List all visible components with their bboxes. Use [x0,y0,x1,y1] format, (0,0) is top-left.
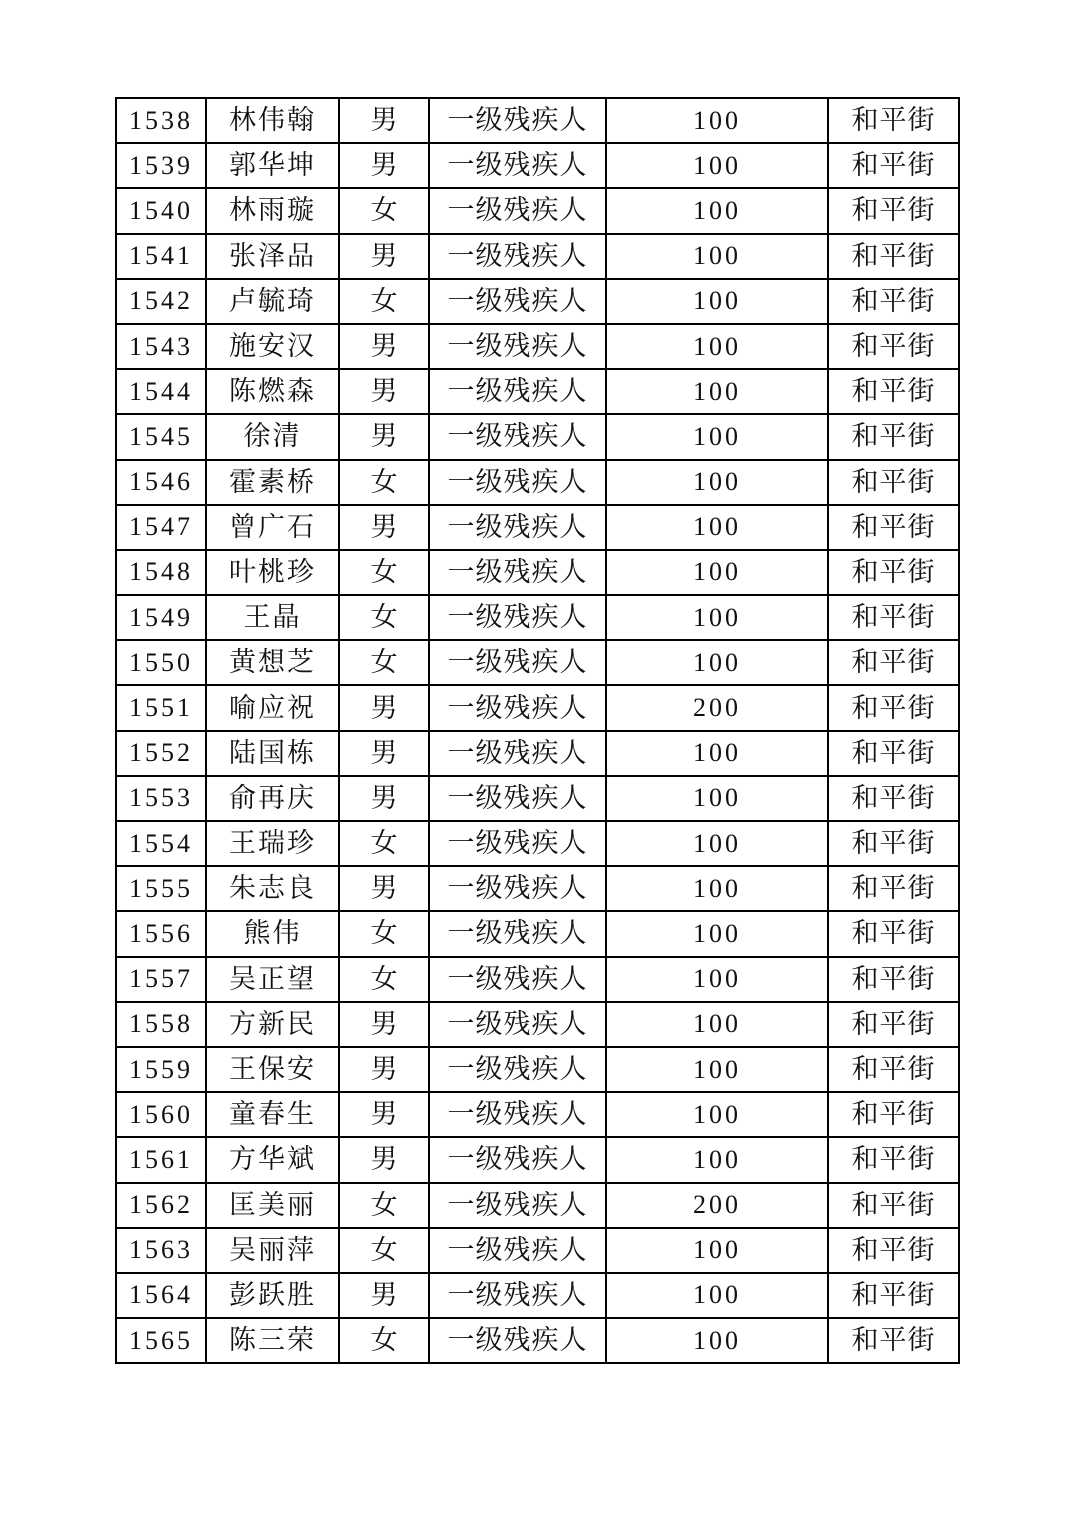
row-area: 和平街 [828,550,959,595]
row-name: 陈三荣 [206,1318,339,1363]
row-category: 一级残疾人 [429,188,606,233]
row-amount: 100 [606,1137,828,1182]
row-number: 1564 [116,1273,206,1318]
row-amount: 100 [606,821,828,866]
row-amount: 100 [606,369,828,414]
row-gender: 男 [339,98,429,143]
row-gender: 男 [339,1137,429,1182]
row-gender: 女 [339,279,429,324]
table-row [116,1183,959,1228]
table-row [116,1137,959,1182]
row-name: 童春生 [206,1092,339,1137]
row-amount: 100 [606,911,828,956]
row-number: 1561 [116,1137,206,1182]
row-gender: 女 [339,595,429,640]
row-area: 和平街 [828,414,959,459]
row-number: 1553 [116,776,206,821]
table-row [116,640,959,685]
row-category: 一级残疾人 [429,550,606,595]
table-row [116,98,959,143]
row-number: 1558 [116,1002,206,1047]
table-row [116,1228,959,1273]
row-area: 和平街 [828,188,959,233]
row-amount: 100 [606,279,828,324]
row-category: 一级残疾人 [429,369,606,414]
row-amount: 100 [606,1228,828,1273]
row-name: 吴丽萍 [206,1228,339,1273]
row-gender: 女 [339,188,429,233]
row-category: 一级残疾人 [429,1047,606,1092]
row-gender: 女 [339,821,429,866]
table-row [116,957,959,1002]
row-amount: 100 [606,776,828,821]
row-area: 和平街 [828,1002,959,1047]
row-number: 1549 [116,595,206,640]
row-area: 和平街 [828,98,959,143]
row-number: 1559 [116,1047,206,1092]
row-amount: 100 [606,324,828,369]
row-gender: 男 [339,1092,429,1137]
row-area: 和平街 [828,685,959,730]
row-name: 方华斌 [206,1137,339,1182]
row-name: 陆国栋 [206,731,339,776]
row-amount: 100 [606,595,828,640]
row-number: 1562 [116,1183,206,1228]
row-name: 郭华坤 [206,143,339,188]
row-number: 1538 [116,98,206,143]
row-gender: 男 [339,234,429,279]
row-category: 一级残疾人 [429,324,606,369]
table-row [116,731,959,776]
row-name: 叶桃珍 [206,550,339,595]
row-gender: 男 [339,324,429,369]
table-row [116,595,959,640]
row-category: 一级残疾人 [429,731,606,776]
row-number: 1555 [116,866,206,911]
row-name: 彭跃胜 [206,1273,339,1318]
row-area: 和平街 [828,821,959,866]
row-amount: 100 [606,1047,828,1092]
row-name: 熊伟 [206,911,339,956]
row-number: 1551 [116,685,206,730]
table-row [116,369,959,414]
row-number: 1542 [116,279,206,324]
row-area: 和平街 [828,1137,959,1182]
row-gender: 男 [339,1002,429,1047]
row-name: 霍素桥 [206,460,339,505]
table-row [116,1092,959,1137]
row-number: 1543 [116,324,206,369]
row-gender: 男 [339,776,429,821]
row-name: 方新民 [206,1002,339,1047]
row-number: 1563 [116,1228,206,1273]
row-amount: 100 [606,957,828,1002]
row-number: 1552 [116,731,206,776]
row-category: 一级残疾人 [429,595,606,640]
row-number: 1541 [116,234,206,279]
row-number: 1544 [116,369,206,414]
row-category: 一级残疾人 [429,460,606,505]
row-gender: 女 [339,911,429,956]
row-name: 曾广石 [206,505,339,550]
row-amount: 100 [606,98,828,143]
row-area: 和平街 [828,1228,959,1273]
row-gender: 男 [339,685,429,730]
row-area: 和平街 [828,595,959,640]
row-name: 林伟翰 [206,98,339,143]
row-amount: 100 [606,505,828,550]
row-amount: 100 [606,188,828,233]
row-number: 1546 [116,460,206,505]
row-name: 喻应祝 [206,685,339,730]
row-area: 和平街 [828,1183,959,1228]
row-number: 1548 [116,550,206,595]
row-name: 吴正望 [206,957,339,1002]
row-gender: 女 [339,1183,429,1228]
row-category: 一级残疾人 [429,821,606,866]
row-category: 一级残疾人 [429,505,606,550]
row-gender: 男 [339,1273,429,1318]
table-row [116,460,959,505]
row-gender: 男 [339,731,429,776]
row-number: 1565 [116,1318,206,1363]
row-category: 一级残疾人 [429,1002,606,1047]
row-category: 一级残疾人 [429,911,606,956]
row-category: 一级残疾人 [429,1273,606,1318]
row-category: 一级残疾人 [429,776,606,821]
row-amount: 100 [606,1273,828,1318]
row-area: 和平街 [828,731,959,776]
row-category: 一级残疾人 [429,414,606,459]
row-name: 林雨璇 [206,188,339,233]
row-name: 王保安 [206,1047,339,1092]
row-name: 王晶 [206,595,339,640]
row-name: 朱志良 [206,866,339,911]
row-amount: 100 [606,640,828,685]
row-gender: 男 [339,369,429,414]
table-row [116,1047,959,1092]
row-amount: 100 [606,1318,828,1363]
row-amount: 100 [606,460,828,505]
row-gender: 女 [339,957,429,1002]
row-number: 1547 [116,505,206,550]
table-row [116,866,959,911]
table-row [116,279,959,324]
row-area: 和平街 [828,234,959,279]
row-number: 1560 [116,1092,206,1137]
table-row [116,1002,959,1047]
row-gender: 女 [339,640,429,685]
row-name: 徐清 [206,414,339,459]
row-amount: 200 [606,1183,828,1228]
row-gender: 女 [339,1318,429,1363]
row-category: 一级残疾人 [429,866,606,911]
row-gender: 女 [339,1228,429,1273]
row-category: 一级残疾人 [429,279,606,324]
row-number: 1557 [116,957,206,1002]
row-amount: 100 [606,866,828,911]
table-row [116,821,959,866]
row-category: 一级残疾人 [429,1228,606,1273]
row-gender: 男 [339,505,429,550]
row-area: 和平街 [828,460,959,505]
row-number: 1556 [116,911,206,956]
table-row [116,685,959,730]
row-area: 和平街 [828,1047,959,1092]
row-area: 和平街 [828,369,959,414]
table-row [116,1318,959,1363]
row-amount: 100 [606,731,828,776]
row-name: 陈燃森 [206,369,339,414]
row-category: 一级残疾人 [429,685,606,730]
row-area: 和平街 [828,1273,959,1318]
row-category: 一级残疾人 [429,640,606,685]
row-amount: 200 [606,685,828,730]
row-amount: 100 [606,234,828,279]
row-amount: 100 [606,414,828,459]
row-amount: 100 [606,1092,828,1137]
row-name: 卢毓琦 [206,279,339,324]
row-amount: 100 [606,143,828,188]
row-category: 一级残疾人 [429,98,606,143]
table-row [116,911,959,956]
row-gender: 男 [339,143,429,188]
row-number: 1550 [116,640,206,685]
row-area: 和平街 [828,640,959,685]
row-gender: 女 [339,550,429,595]
row-category: 一级残疾人 [429,143,606,188]
row-gender: 男 [339,1047,429,1092]
row-category: 一级残疾人 [429,1137,606,1182]
row-area: 和平街 [828,776,959,821]
row-category: 一级残疾人 [429,234,606,279]
row-number: 1545 [116,414,206,459]
recipient-table [115,97,960,1364]
row-gender: 女 [339,460,429,505]
row-gender: 男 [339,866,429,911]
row-amount: 100 [606,1002,828,1047]
row-amount: 100 [606,550,828,595]
row-area: 和平街 [828,1318,959,1363]
table-body [116,98,959,1363]
row-area: 和平街 [828,866,959,911]
row-category: 一级残疾人 [429,1183,606,1228]
table-row [116,1273,959,1318]
table-row [116,550,959,595]
row-area: 和平街 [828,957,959,1002]
table-row [116,234,959,279]
table-row [116,414,959,459]
row-category: 一级残疾人 [429,957,606,1002]
table-row [116,505,959,550]
table-row [116,143,959,188]
table-row [116,324,959,369]
row-name: 黄想芝 [206,640,339,685]
row-number: 1539 [116,143,206,188]
row-name: 张泽品 [206,234,339,279]
row-category: 一级残疾人 [429,1092,606,1137]
row-area: 和平街 [828,911,959,956]
row-number: 1554 [116,821,206,866]
row-area: 和平街 [828,324,959,369]
row-area: 和平街 [828,505,959,550]
row-category: 一级残疾人 [429,1318,606,1363]
row-name: 俞再庆 [206,776,339,821]
row-name: 施安汉 [206,324,339,369]
row-number: 1540 [116,188,206,233]
row-name: 王瑞珍 [206,821,339,866]
row-gender: 男 [339,414,429,459]
table-row [116,188,959,233]
row-name: 匡美丽 [206,1183,339,1228]
table-row [116,776,959,821]
row-area: 和平街 [828,1092,959,1137]
row-area: 和平街 [828,143,959,188]
row-area: 和平街 [828,279,959,324]
